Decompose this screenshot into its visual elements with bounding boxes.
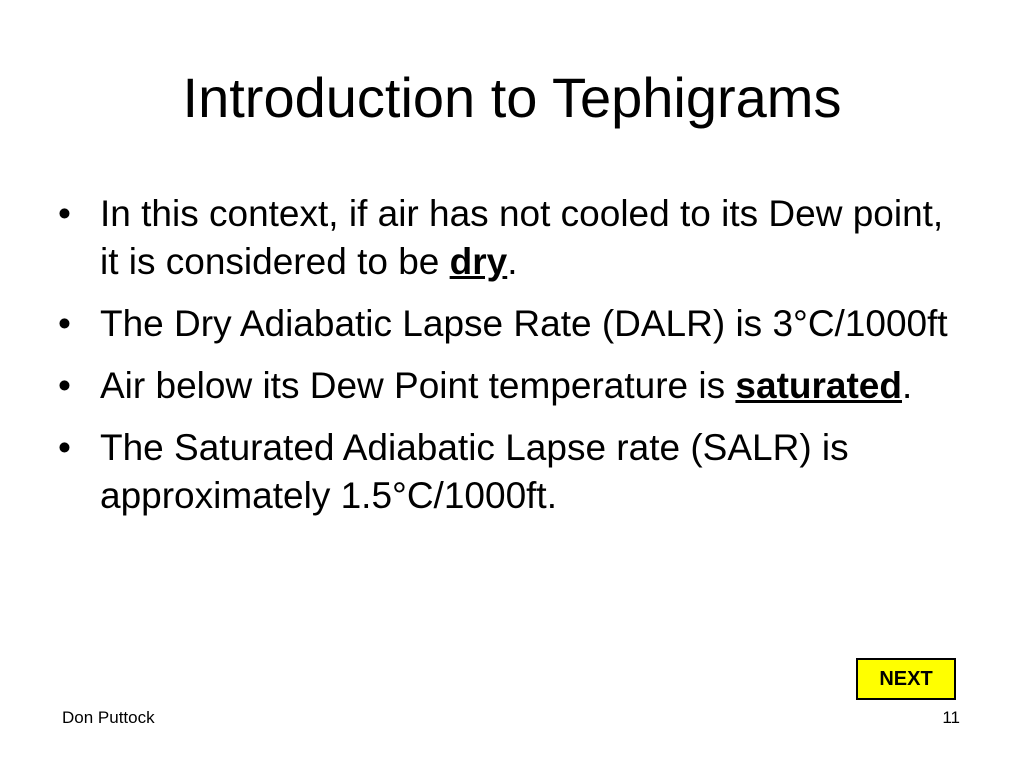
bullet-emphasis-saturated: saturated xyxy=(735,365,902,406)
bullet-text: The Dry Adiabatic Lapse Rate (DALR) is 3°C/1000ft xyxy=(100,303,948,344)
bullet-icon: • xyxy=(58,193,71,234)
footer-author: Don Puttock xyxy=(62,708,155,727)
bullet-item xyxy=(58,300,958,348)
slide-title: Introduction to Tephigrams xyxy=(182,66,842,129)
bullet-text-end: . xyxy=(901,365,913,406)
bullet-item xyxy=(58,362,958,410)
bullet-item xyxy=(58,190,958,286)
bullet-list xyxy=(58,190,958,534)
bullet-text: The Saturated Adiabatic Lapse rate (SALR) is approximately 1.5°C/1000ft. xyxy=(100,427,849,516)
bullet-text-end: . xyxy=(507,241,518,282)
next-button[interactable]: NEXT xyxy=(856,658,956,700)
bullet-item xyxy=(58,424,958,520)
bullet-text: Air below its Dew Point temperature is xyxy=(100,365,736,406)
slide-number: 11 xyxy=(942,708,960,727)
bullet-icon: • xyxy=(58,303,71,344)
bullet-icon: • xyxy=(58,365,71,406)
bullet-emphasis-dry: dry xyxy=(449,241,508,282)
bullet-icon: • xyxy=(58,427,71,468)
bullet-text: In this context, if air has not cooled to its Dew point, it is considered to be xyxy=(100,193,944,282)
